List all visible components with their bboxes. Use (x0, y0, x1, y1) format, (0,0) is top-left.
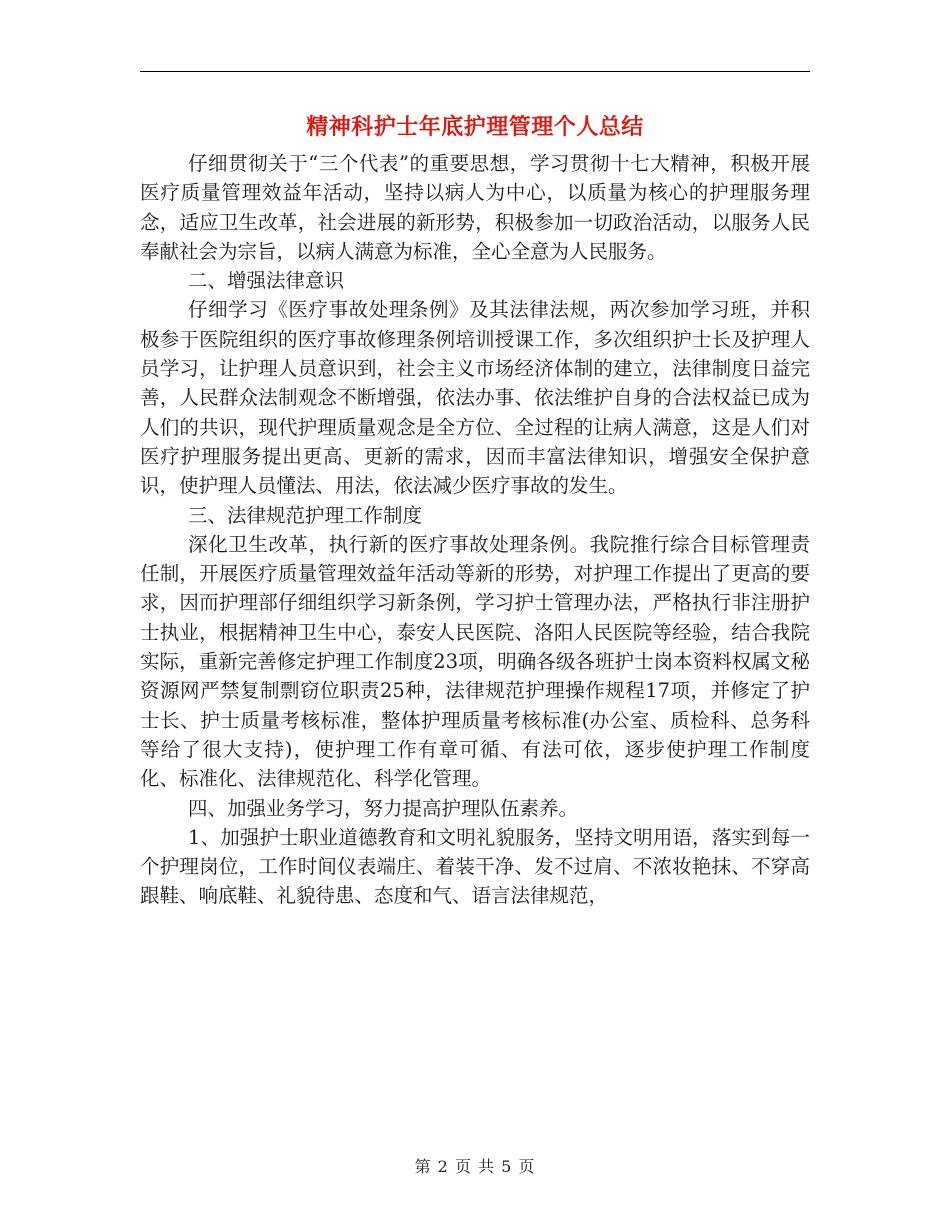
paragraph-legal-awareness: 仔细学习《医疗事故处理条例》及其法律法规，两次参加学习班，并积极参于医院组织的医疗事故修理条例培训授课工作，多次组织护士长及护理人员学习，让护理人员意识到，社会主义市场经济体制的建立，法律制度日益完善，人民群众法制观念不断增强，依法办事、依法维护自身的合法权益已成为人们的共识，现代护理质量观念是全方位、全过程的让病人满意，这是人们对医疗护理服务提出更高、更新的需求，因而丰富法律知识，增强安全保护意识，使护理人员懂法、用法，依法减少医疗事故的发生。 (140, 298, 810, 498)
section-heading-professional-study: 四、加强业务学习，努力提高护理队伍素养。 (188, 796, 579, 820)
page-number-footer: 第 2 页 共 5 页 (414, 1157, 536, 1176)
document-body (140, 149, 810, 911)
header-rule (140, 71, 810, 72)
paragraph-professional-ethics: 1、加强护士职业道德教育和文明礼貌服务，坚持文明用语，落实到每一个护理岗位，工作时间仪表端庄、着装干净、发不过肩、不浓妆艳抹、不穿高跟鞋、响底鞋、礼貌待患、态度和气、语言法律规范， (140, 825, 810, 908)
paragraph-regulations: 深化卫生改革，执行新的医疗事故处理条例。我院推行综合目标管理责任制，开展医疗质量管理效益年活动等新的形势，对护理工作提出了更高的要求，因而护理部仔细组织学习新条例，学习护士管理办法，严格执行非注册护士执业，根据精神卫生中心，泰安人民医院、洛阳人民医院等经验，结合我院实际，重新完善修定护理工作制度23项，明确各级各班护士岗本资料权属文秘资源网严禁复制剽窃位职责25种，法律规范护理操作规程17项，并修定了护士长、护士质量考核标准，整体护理质量考核标准(办公室、质检科、总务科等给了很大支持)，使护理工作有章可循、有法可依，逐步使护理工作制度化、标准化、法律规范化、科学化管理。 (140, 532, 810, 791)
paragraph-intro: 仔细贯彻关于“三个代表”的重要思想，学习贯彻十七大精神，积极开展医疗质量管理效益年活动，坚持以病人为中心，以质量为核心的护理服务理念，适应卫生改革，社会进展的新形势，积极参加一切政治活动，以服务人民奉献社会为宗旨，以病人满意为标准，全心全意为人民服务。 (140, 152, 810, 263)
document-title: 精神科护士年底护理管理个人总结 (306, 114, 644, 140)
section-heading-legal-awareness: 二、增强法律意识 (188, 269, 345, 293)
section-heading-regulations: 三、法律规范护理工作制度 (188, 503, 423, 527)
